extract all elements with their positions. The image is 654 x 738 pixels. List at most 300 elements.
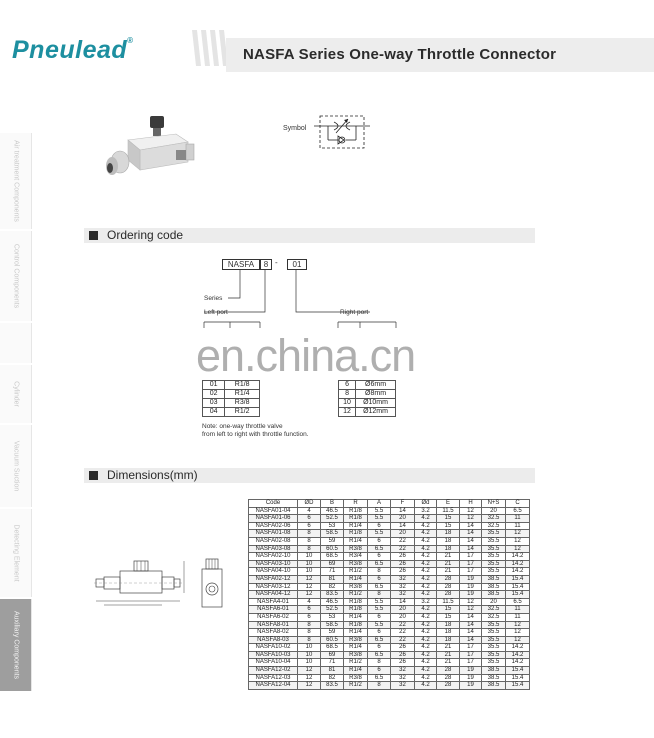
table-cell: 12 [298,591,321,599]
table-cell: 81 [321,667,344,675]
table-cell: 12 [506,545,530,553]
table-cell: 6.5 [368,583,391,591]
table-cell: 32 [391,667,415,675]
table-cell: 32.5 [482,613,506,621]
table-row [249,621,530,629]
table-row [249,636,530,644]
table-cell: 11 [506,613,530,621]
table-cell: 4.2 [415,575,437,583]
table-cell: 22 [391,621,415,629]
table-cell: 59 [321,629,344,637]
table-cell: 14 [391,522,415,530]
table-cell: 8 [298,636,321,644]
table-cell: 4.2 [415,606,437,614]
table-cell: 10 [339,399,356,408]
code-series-box: NASFA [222,259,260,270]
table-cell: 38.5 [482,667,506,675]
table-cell: 5.5 [368,598,391,606]
table-row [249,515,530,523]
table-cell: 18 [437,537,460,545]
table-cell: 22 [391,636,415,644]
table-cell: 83.5 [321,682,344,690]
table-cell: NASFA03-08 [249,545,298,553]
table-cell: 15.4 [506,591,530,599]
ordering-note [202,423,309,439]
table-cell: 35.5 [482,568,506,576]
table-cell: 53 [321,613,344,621]
table-row [249,682,530,690]
side-tab-label: Detecting Element [12,524,19,582]
table-cell: 8 [298,621,321,629]
table-cell: 14.2 [506,651,530,659]
table-row [249,583,530,591]
table-cell: R1/4 [344,522,368,530]
table-cell: R3/8 [225,399,260,408]
table-cell: 4.2 [415,560,437,568]
table-row [339,390,396,399]
column-header: C [506,500,530,508]
table-cell: 4.2 [415,553,437,561]
table-cell: 03 [203,399,225,408]
table-cell: 5.5 [368,507,391,515]
table-cell: 21 [437,568,460,576]
table-row [249,674,530,682]
table-cell: 22 [391,545,415,553]
table-cell: 69 [321,651,344,659]
brand-name: Pneulead [12,36,128,64]
table-cell: 38.5 [482,674,506,682]
table-cell: 4.2 [415,674,437,682]
table-cell: 02 [203,390,225,399]
table-cell: 38.5 [482,575,506,583]
table-cell: 10 [298,553,321,561]
table-cell: NASFA10-02 [249,644,298,652]
table-cell: 6.5 [368,674,391,682]
table-cell: 14 [460,621,482,629]
table-cell: R3/8 [344,560,368,568]
side-tab-label: Auxiliary Components [12,610,19,680]
table-cell: 6 [368,629,391,637]
table-row [249,530,530,538]
table-cell: R1/2 [344,659,368,667]
table-cell: 10 [298,659,321,667]
table-cell: 6.5 [368,651,391,659]
table-cell: Ø12mm [356,408,396,417]
side-tab-label: Vacuum Suction [12,440,19,492]
table-cell: 35.5 [482,560,506,568]
table-cell: 6.5 [506,598,530,606]
table-row [249,545,530,553]
table-cell: 6 [368,644,391,652]
table-cell: 12 [506,629,530,637]
section-dimensions [84,468,535,483]
table-cell: 6 [339,381,356,390]
note-line: from left to right with throttle function. [202,431,309,438]
table-cell: 8 [368,659,391,667]
table-row [249,591,530,599]
table-cell: 4.2 [415,545,437,553]
table-cell: 4.2 [415,568,437,576]
column-header: Ød [415,500,437,508]
table-cell: R3/8 [344,583,368,591]
table-cell: 19 [460,583,482,591]
table-cell: R1/8 [344,606,368,614]
table-cell: 21 [437,651,460,659]
code-dash: - [275,258,278,267]
ordering-leader-lines [200,268,400,330]
table-cell: 11 [506,522,530,530]
table-cell: 4.2 [415,682,437,690]
table-cell: 5.5 [368,606,391,614]
side-tab-cylinder[interactable] [0,365,32,423]
section-title: Ordering code [107,228,184,242]
table-cell: NASFA10-03 [249,651,298,659]
table-cell: 17 [460,651,482,659]
table-cell: R1/2 [344,682,368,690]
table-cell: 15 [437,515,460,523]
side-tab-blank[interactable] [0,323,32,363]
left-port-table [202,380,260,417]
table-cell: 17 [460,659,482,667]
table-cell: R1/4 [344,575,368,583]
table-cell: NASFA02-08 [249,537,298,545]
left-port-label: Left port [204,309,228,316]
table-cell: 8 [298,530,321,538]
table-cell: 4 [298,507,321,515]
table-cell: 12 [298,583,321,591]
table-cell: 71 [321,568,344,576]
table-cell: 38.5 [482,682,506,690]
table-cell: 4.2 [415,667,437,675]
table-cell: 8 [298,545,321,553]
table-cell: 11.5 [437,598,460,606]
table-cell: 21 [437,553,460,561]
table-cell: 60.5 [321,636,344,644]
table-row [249,553,530,561]
table-cell: 20 [391,530,415,538]
table-cell: 19 [460,667,482,675]
table-cell: R3/8 [344,636,368,644]
table-cell: 32 [391,583,415,591]
table-cell: 12 [506,537,530,545]
table-cell: 6.5 [368,560,391,568]
table-cell: R1/4 [225,390,260,399]
table-cell: 11 [506,606,530,614]
table-cell: Ø10mm [356,399,396,408]
table-cell: 52.5 [321,515,344,523]
table-row [249,560,530,568]
table-row [203,399,260,408]
table-cell: NASFA03-10 [249,560,298,568]
table-cell: 32 [391,591,415,599]
table-cell: NASFA01-06 [249,515,298,523]
table-cell: 15 [437,606,460,614]
table-cell: 12 [460,507,482,515]
table-cell: 5.5 [368,621,391,629]
table-cell: R3/8 [344,545,368,553]
table-cell: 22 [391,629,415,637]
table-cell: R1/8 [344,507,368,515]
table-cell: 12 [460,606,482,614]
table-cell: 26 [391,560,415,568]
table-cell: NASFA02-06 [249,522,298,530]
table-cell: 8 [368,591,391,599]
section-bullet-icon [89,471,98,480]
table-cell: NASFA02-10 [249,553,298,561]
side-tab-detecting[interactable] [0,509,32,597]
table-cell: 21 [437,560,460,568]
table-cell: 12 [339,408,356,417]
table-cell: 18 [437,629,460,637]
table-cell: 01 [203,381,225,390]
table-cell: 15.4 [506,583,530,591]
table-cell: R3/8 [344,651,368,659]
table-cell: 82 [321,583,344,591]
table-cell: R1/8 [344,598,368,606]
right-port-label: Right port [340,309,369,316]
product-photo [98,110,198,188]
table-cell: 32.5 [482,522,506,530]
table-cell: 32 [391,682,415,690]
table-cell: 28 [437,575,460,583]
table-cell: 12 [298,667,321,675]
table-cell: 35.5 [482,545,506,553]
table-cell: 46.5 [321,598,344,606]
table-cell: 6 [298,613,321,621]
table-row [249,537,530,545]
table-cell: 26 [391,568,415,576]
table-cell: 17 [460,553,482,561]
table-cell: 14.2 [506,560,530,568]
table-cell: 6 [298,606,321,614]
table-cell: 12 [460,515,482,523]
throttle-symbol-icon [314,112,370,152]
table-row [249,659,530,667]
table-cell: NASFA12-02 [249,667,298,675]
column-header: H [460,500,482,508]
table-cell: 12 [298,575,321,583]
table-cell: R1/2 [344,568,368,576]
table-cell: 15 [437,522,460,530]
table-cell: 14 [391,598,415,606]
table-cell: 4.2 [415,644,437,652]
table-row [249,667,530,675]
table-cell: 5.5 [368,515,391,523]
table-cell: 4.2 [415,530,437,538]
table-cell: NASFA4-01 [249,598,298,606]
table-cell: 68.5 [321,553,344,561]
right-port-table [338,380,396,417]
table-cell: 35.5 [482,553,506,561]
table-cell: Ø6mm [356,381,396,390]
column-header: N+S [482,500,506,508]
side-tab-label: Air treatment Components [12,140,19,222]
table-cell: NASFA8-03 [249,636,298,644]
table-cell: 32.5 [482,606,506,614]
table-row [339,408,396,417]
symbol-label: Symbol [283,125,307,132]
side-tab-vacuum[interactable] [0,425,32,507]
table-cell: 14.2 [506,644,530,652]
table-cell: 26 [391,553,415,561]
table-cell: 35.5 [482,530,506,538]
table-cell: 4.2 [415,591,437,599]
table-cell: 15.4 [506,682,530,690]
table-cell: 14 [460,613,482,621]
table-cell: 15.4 [506,674,530,682]
table-cell: 15 [437,613,460,621]
table-row [249,522,530,530]
table-cell: 18 [437,621,460,629]
table-cell: 22 [391,537,415,545]
table-cell: 20 [482,507,506,515]
column-header: R [344,500,368,508]
table-cell: 8 [368,568,391,576]
table-cell: 4.2 [415,537,437,545]
table-cell: R1/2 [344,591,368,599]
table-cell: R1/4 [344,667,368,675]
table-cell: R1/2 [225,408,260,417]
side-tab-air-treatment[interactable] [0,133,32,229]
table-cell: 20 [482,598,506,606]
table-cell: 83.5 [321,591,344,599]
table-cell: 6 [368,522,391,530]
table-cell: 32 [391,575,415,583]
table-cell: NASFA01-08 [249,530,298,538]
table-cell: 12 [460,598,482,606]
table-cell: 28 [437,583,460,591]
table-cell: R1/8 [344,621,368,629]
table-cell: NASFA01-04 [249,507,298,515]
table-cell: 58.5 [321,621,344,629]
table-cell: 32.5 [482,515,506,523]
table-row [249,613,530,621]
table-cell: R3/4 [344,553,368,561]
table-cell: 12 [506,636,530,644]
table-cell: 35.5 [482,651,506,659]
table-cell: 6.5 [368,636,391,644]
table-cell: 4.2 [415,613,437,621]
table-cell: 8 [339,390,356,399]
table-cell: NASFA02-12 [249,575,298,583]
table-cell: Ø8mm [356,390,396,399]
table-cell: 59 [321,537,344,545]
column-header: F [391,500,415,508]
table-cell: 6.5 [506,507,530,515]
dimension-drawing [94,555,238,625]
table-cell: 17 [460,644,482,652]
table-cell: NASFA12-04 [249,682,298,690]
table-cell: 15.4 [506,667,530,675]
table-cell: 4.2 [415,636,437,644]
table-cell: 6 [368,537,391,545]
table-cell: R1/4 [344,537,368,545]
table-row [339,399,396,408]
table-row [249,568,530,576]
side-tab-label: Control Components [12,243,19,309]
table-cell: 60.5 [321,545,344,553]
watermark-text: en.china.cn [196,330,416,381]
header-stripes-decoration [188,30,228,66]
note-line: Note: one-way throttle valve [202,423,283,430]
table-cell: 10 [298,644,321,652]
table-cell: 26 [391,659,415,667]
side-tab-control[interactable] [0,231,32,321]
page-title: NASFA Series One-way Throttle Connector [243,46,557,63]
side-tab-label: Cylinder [12,381,19,407]
table-cell: 14.2 [506,553,530,561]
table-cell: 12 [506,621,530,629]
table-cell: 28 [437,674,460,682]
table-cell: R1/4 [344,644,368,652]
table-cell: 12 [298,682,321,690]
table-cell: 38.5 [482,583,506,591]
table-cell: 11 [506,515,530,523]
table-cell: NASFA8-01 [249,621,298,629]
table-cell: 53 [321,522,344,530]
table-cell: 69 [321,560,344,568]
table-cell: 04 [203,408,225,417]
table-cell: NASFA04-10 [249,568,298,576]
section-bullet-icon [89,231,98,240]
table-cell: 6 [368,575,391,583]
table-cell: 12 [506,530,530,538]
table-cell: 68.5 [321,644,344,652]
table-cell: 14 [460,530,482,538]
table-cell: 19 [460,682,482,690]
table-row [249,651,530,659]
table-cell: 35.5 [482,644,506,652]
table-cell: 4 [298,598,321,606]
table-cell: 14 [460,629,482,637]
table-cell: 8 [368,682,391,690]
table-cell: NASFA6-02 [249,613,298,621]
table-cell: 35.5 [482,621,506,629]
table-cell: 28 [437,667,460,675]
table-cell: 4.2 [415,659,437,667]
table-cell: 6.5 [368,545,391,553]
table-cell: 15.4 [506,575,530,583]
table-cell: 4.2 [415,621,437,629]
table-row [249,629,530,637]
table-cell: 14 [460,636,482,644]
table-cell: 6 [298,515,321,523]
table-cell: 52.5 [321,606,344,614]
table-cell: 6 [298,522,321,530]
section-ordering-code [84,228,535,243]
table-cell: 19 [460,575,482,583]
table-cell: R1/8 [344,515,368,523]
table-cell: 3.2 [415,598,437,606]
table-cell: 32 [391,674,415,682]
table-cell: 14 [391,507,415,515]
side-tab-auxiliary[interactable] [0,599,32,691]
table-cell: NASFA10-04 [249,659,298,667]
table-cell: R1/8 [225,381,260,390]
table-cell: 10 [298,568,321,576]
dimensions-table [248,499,530,690]
table-cell: 14 [460,522,482,530]
code-port-box: 8 [260,259,272,270]
column-header: B [321,500,344,508]
table-cell: 19 [460,674,482,682]
table-cell: 26 [391,644,415,652]
table-cell: 14.2 [506,659,530,667]
table-cell: R1/8 [344,530,368,538]
dimensions-table-body [249,507,530,689]
table-cell: 21 [437,644,460,652]
table-row [249,606,530,614]
